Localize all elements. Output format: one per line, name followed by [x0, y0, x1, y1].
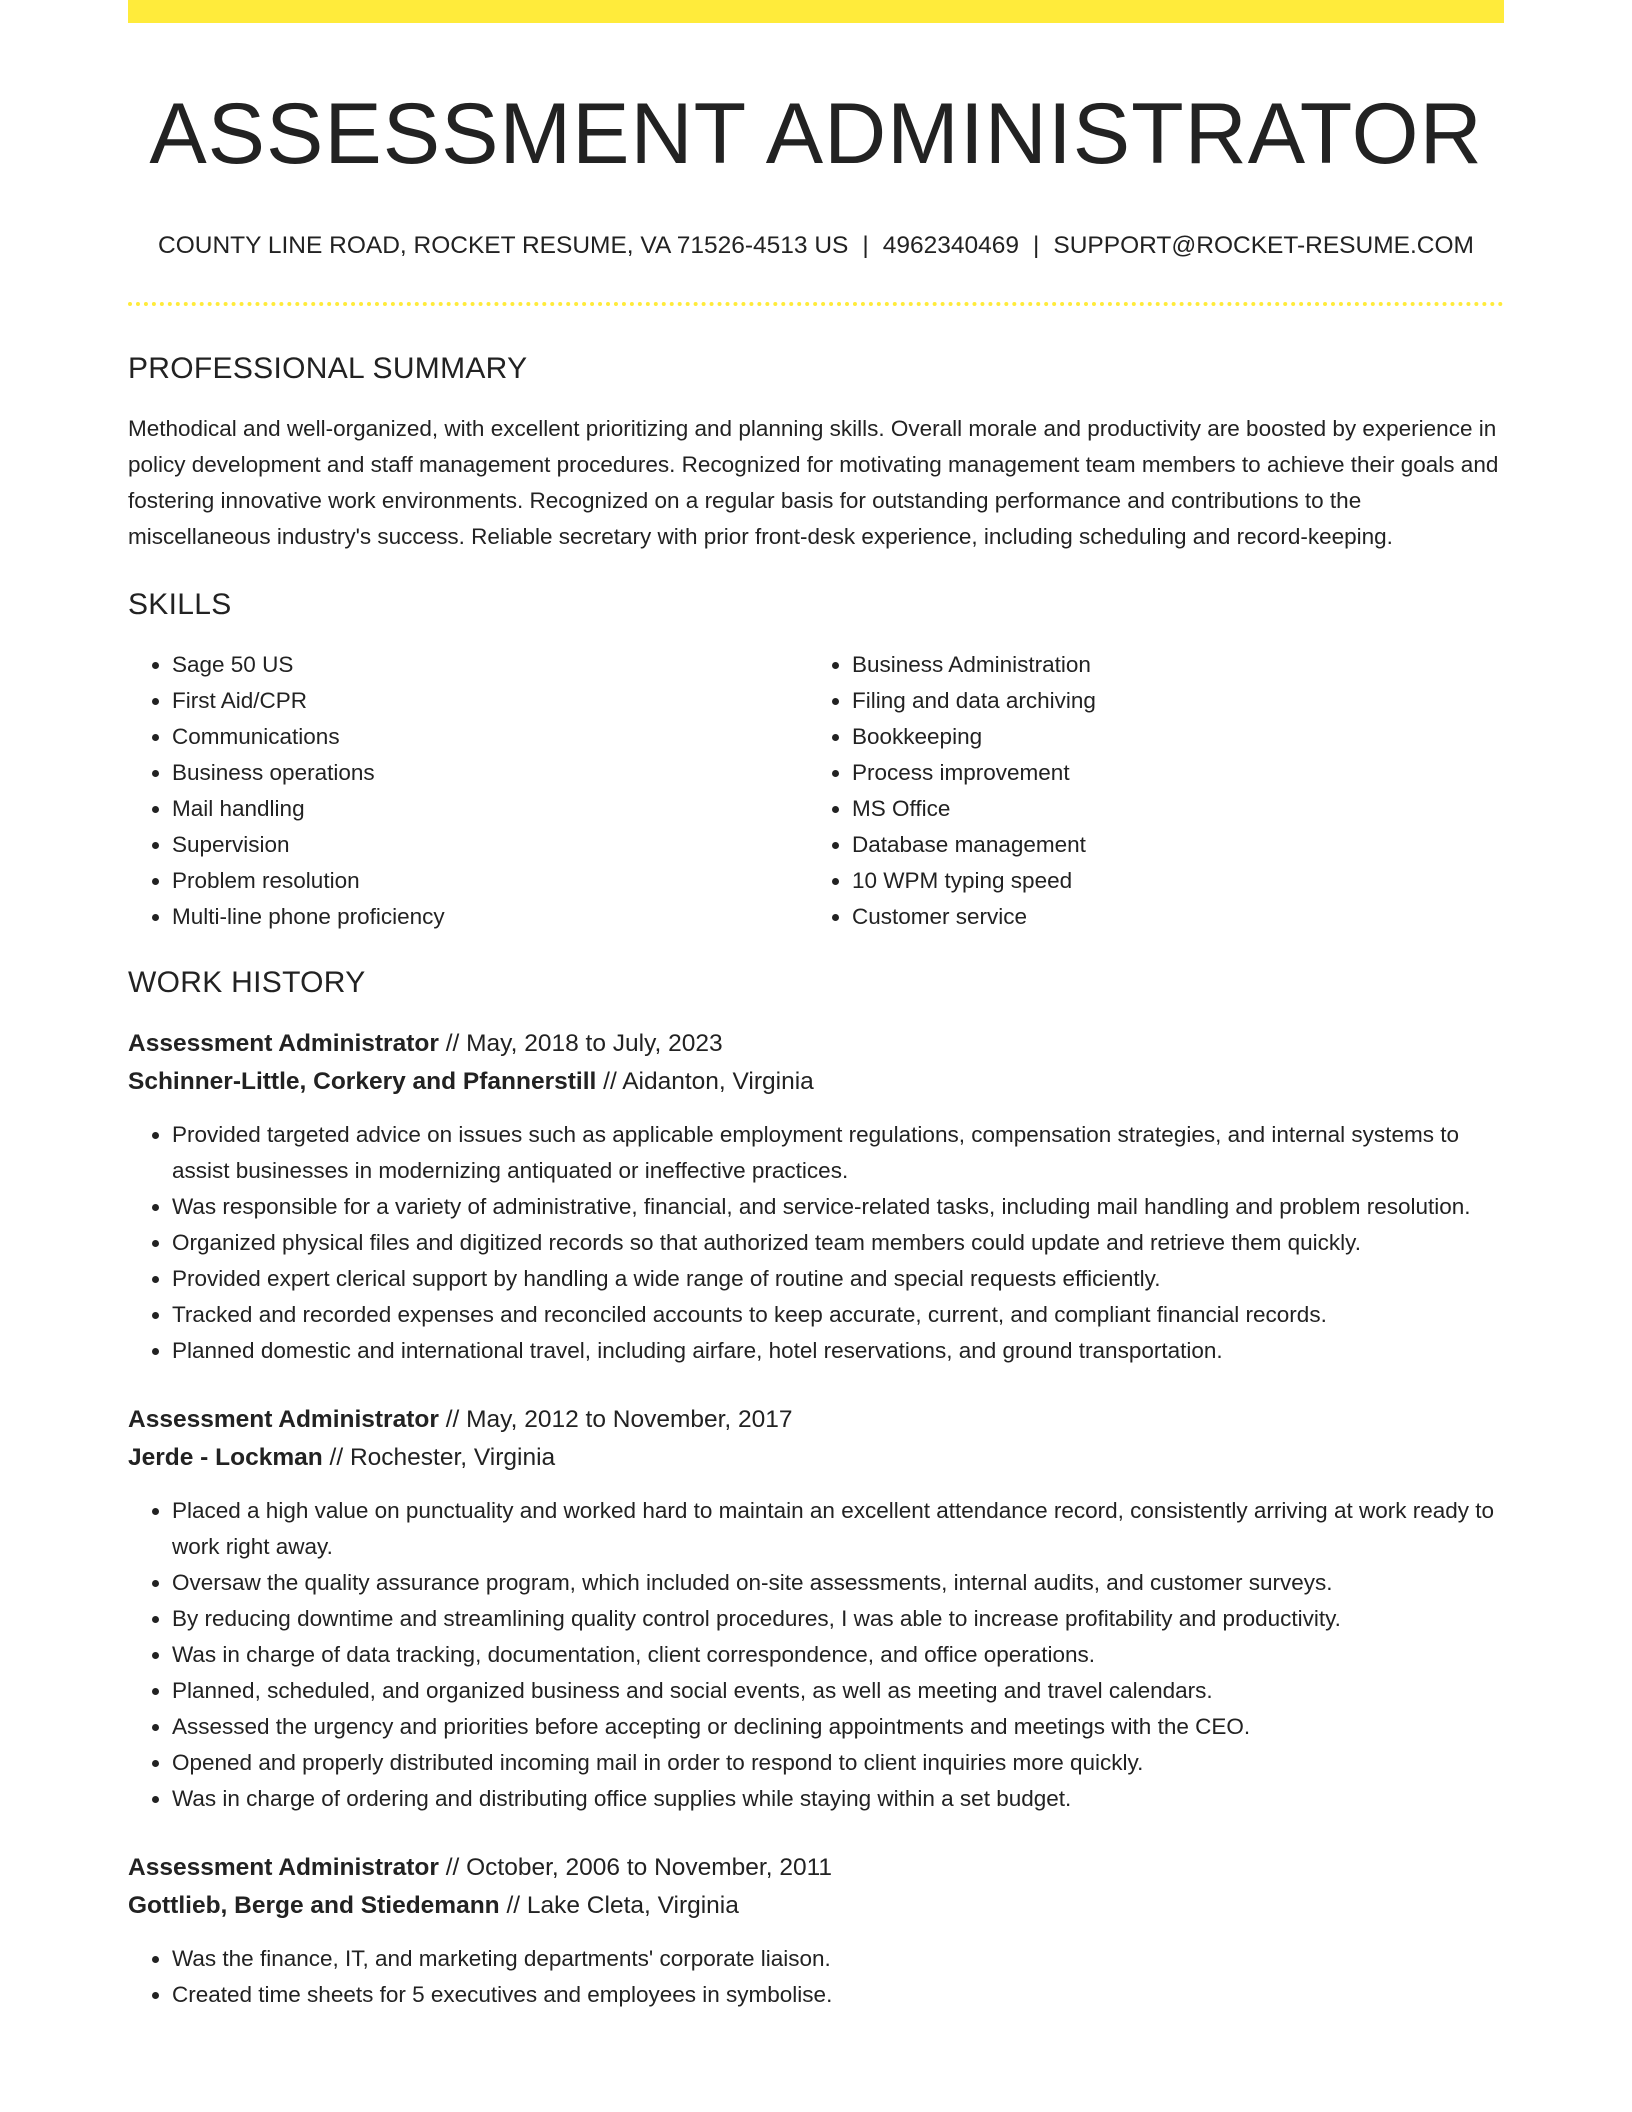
skill-item: • Sage 50 US	[172, 647, 806, 683]
job-bullet: • Was in charge of data tracking, documentation, client correspondence, and office operations.	[172, 1637, 1504, 1673]
skill-item: • Multi-line phone proficiency	[172, 899, 806, 935]
job-bullet: • By reducing downtime and streamlining quality control procedures, I was able to increase profitability and productivity.	[172, 1601, 1504, 1637]
skill-item: • Problem resolution	[172, 863, 806, 899]
job-bullet: • Assessed the urgency and priorities before accepting or declining appointments and meetings with the CEO.	[172, 1709, 1504, 1745]
section-title-work-history: WORK HISTORY	[128, 966, 366, 1000]
skill-item: • Supervision	[172, 827, 806, 863]
job-bullet: • Provided expert clerical support by handling a wide range of routine and special requests efficiently.	[172, 1261, 1504, 1297]
job-company-line	[128, 1063, 1504, 1101]
skill-item: • Process improvement	[852, 755, 1484, 791]
skill-item: • MS Office	[852, 791, 1484, 827]
section-title-summary: PROFESSIONAL SUMMARY	[128, 352, 528, 386]
job-role: Assessment Administrator	[128, 1854, 439, 1882]
job-bullet: • Tracked and recorded expenses and reconciled accounts to keep accurate, current, and compliant financial records.	[172, 1297, 1504, 1333]
job-location: // Aidanton, Virginia	[596, 1068, 814, 1096]
job-role: Assessment Administrator	[128, 1406, 439, 1434]
job-bullet: • Organized physical files and digitized records so that authorized team members could update and retrieve them quickly.	[172, 1225, 1504, 1261]
job-bullet: • Created time sheets for 5 executives and employees in symbolise.	[172, 1977, 1504, 2013]
section-title-skills: SKILLS	[128, 588, 232, 622]
skill-item: • Communications	[172, 719, 806, 755]
job-bullet: • Was in charge of ordering and distributing office supplies while staying within a set budget.	[172, 1781, 1504, 1817]
job-bullet: • Oversaw the quality assurance program, which included on-site assessments, internal audits, and customer surveys.	[172, 1565, 1504, 1601]
resume-page	[128, 0, 1504, 2013]
job-bullet: • Placed a high value on punctuality and worked hard to maintain an excellent attendance record, consistently arriving at work ready to work right away.	[172, 1493, 1504, 1565]
skills-column-right	[806, 647, 1484, 935]
skill-item: • Bookkeeping	[852, 719, 1484, 755]
skills-list	[128, 647, 1504, 935]
job-entry	[128, 1025, 1504, 1369]
job-dates: // May, 2012 to November, 2017	[438, 1406, 793, 1434]
job-role-line	[128, 1849, 1504, 1887]
skill-item: • 10 WPM typing speed	[852, 863, 1484, 899]
candidate-name: ASSESSMENT ADMINISTRATOR	[149, 86, 1483, 182]
job-bullet: • Provided targeted advice on issues such as applicable employment regulations, compensation strategies, and internal systems to assist businesses in modernizing antiquated or ineffective practices.	[172, 1117, 1504, 1189]
job-location: // Rochester, Virginia	[322, 1444, 556, 1472]
job-role-line	[128, 1401, 1504, 1439]
accent-bar	[128, 0, 1504, 23]
job-entry	[128, 1401, 1504, 1817]
separator: |	[862, 232, 869, 260]
job-bullet: • Was the finance, IT, and marketing departments' corporate liaison.	[172, 1941, 1504, 1977]
job-company-line	[128, 1887, 1504, 1925]
separator: |	[1033, 232, 1040, 260]
job-company: Gottlieb, Berge and Stiedemann	[128, 1892, 500, 1920]
job-dates: // October, 2006 to November, 2011	[438, 1854, 833, 1882]
skill-item: • Database management	[852, 827, 1484, 863]
job-bullets	[128, 1941, 1504, 2013]
job-entry	[128, 1849, 1504, 2013]
phone: 4962340469	[882, 232, 1020, 260]
contact-line	[128, 230, 1504, 262]
skill-item: • Business operations	[172, 755, 806, 791]
dotted-divider	[128, 302, 1504, 306]
skill-item: • Business Administration	[852, 647, 1484, 683]
skills-column-left	[128, 647, 806, 935]
skill-item: • Filing and data archiving	[852, 683, 1484, 719]
job-company: Jerde - Lockman	[128, 1444, 323, 1472]
job-bullet: • Planned domestic and international travel, including airfare, hotel reservations, and ground transportation.	[172, 1333, 1504, 1369]
job-dates: // May, 2018 to July, 2023	[438, 1030, 723, 1058]
job-bullets	[128, 1117, 1504, 1369]
skill-item: • Customer service	[852, 899, 1484, 935]
job-role-line	[128, 1025, 1504, 1063]
job-bullet: • Opened and properly distributed incoming mail in order to respond to client inquiries more quickly.	[172, 1745, 1504, 1781]
job-bullet: • Planned, scheduled, and organized business and social events, as well as meeting and travel calendars.	[172, 1673, 1504, 1709]
email: SUPPORT@ROCKET-RESUME.COM	[1053, 232, 1474, 260]
job-bullets	[128, 1493, 1504, 1817]
summary-text: Methodical and well-organized, with excellent prioritizing and planning skills. Overall morale and productivity are boosted by experience in policy development and staff management procedures. Recognized for motivating management team members to achieve their goals and fostering innovative work environments. Recognized on a regular basis for outstanding performance and contributions to the miscellaneous industry's success. Reliable secretary with prior front-desk experience, including scheduling and record-keeping.	[128, 416, 1499, 550]
job-company-line	[128, 1439, 1504, 1477]
address: COUNTY LINE ROAD, ROCKET RESUME, VA 71526-4513 US	[158, 232, 849, 260]
skill-item: • Mail handling	[172, 791, 806, 827]
job-role: Assessment Administrator	[128, 1030, 439, 1058]
job-location: // Lake Cleta, Virginia	[499, 1892, 739, 1920]
job-bullet: • Was responsible for a variety of administrative, financial, and service-related tasks, including mail handling and problem resolution.	[172, 1189, 1504, 1225]
skill-item: • First Aid/CPR	[172, 683, 806, 719]
job-company: Schinner-Little, Corkery and Pfannerstill	[128, 1068, 597, 1096]
